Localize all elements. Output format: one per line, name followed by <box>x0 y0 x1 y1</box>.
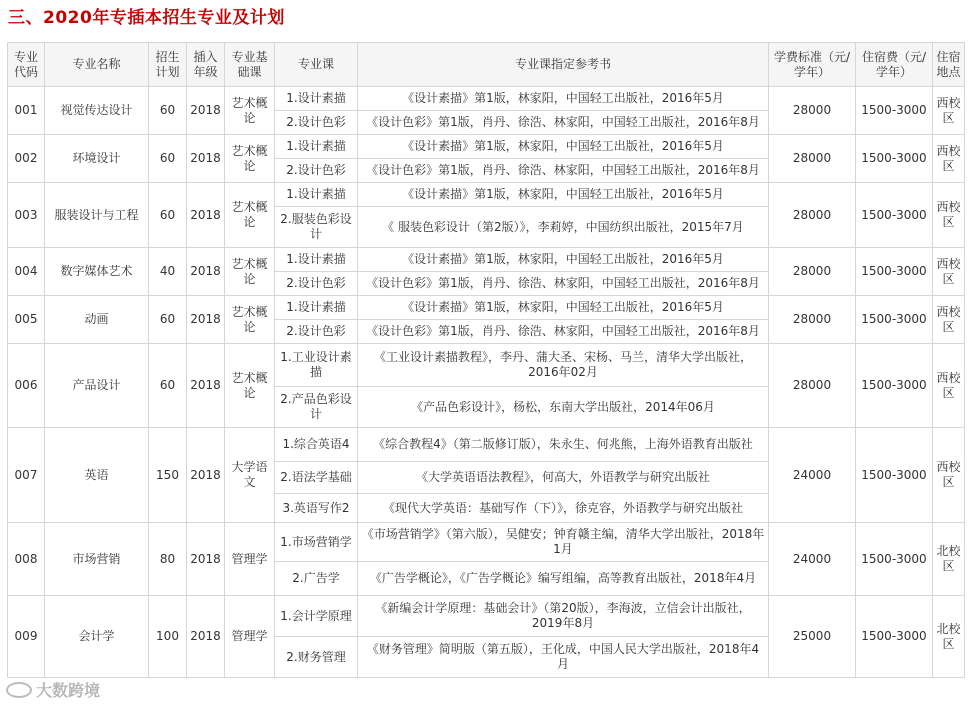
reference-book: 《设计素描》第1版，林家阳，中国轻工出版社，2016年5月 <box>358 135 769 159</box>
course-name: 2.设计色彩 <box>275 272 358 296</box>
reference-book: 《设计素描》第1版，林家阳，中国轻工出版社，2016年5月 <box>358 296 769 320</box>
major-name: 动画 <box>45 296 149 344</box>
course-name: 2.设计色彩 <box>275 320 358 344</box>
campus: 西校区 <box>933 296 965 344</box>
major-name: 视觉传达设计 <box>45 87 149 135</box>
reference-book: 《产品色彩设计》，杨松，东南大学出版社，2014年06月 <box>358 387 769 428</box>
dorm-fee: 1500-3000 <box>856 87 933 135</box>
major-quota: 150 <box>149 428 187 523</box>
header-base: 专业基础课 <box>225 43 275 87</box>
course-name: 2.设计色彩 <box>275 159 358 183</box>
watermark-text: 大数跨境 <box>36 681 101 700</box>
reference-book: 《工业设计素描教程》，李丹、蒲大圣、宋杨、马兰，清华大学出版社，2016年02月 <box>358 344 769 387</box>
campus: 西校区 <box>933 87 965 135</box>
major-name: 服装设计与工程 <box>45 183 149 248</box>
major-quota: 80 <box>149 523 187 596</box>
tuition: 28000 <box>769 248 856 296</box>
dorm-fee: 1500-3000 <box>856 344 933 428</box>
header-name: 专业名称 <box>45 43 149 87</box>
course-name: 1.市场营销学 <box>275 523 358 562</box>
reference-book: 《设计素描》第1版，林家阳，中国轻工出版社，2016年5月 <box>358 248 769 272</box>
watermark <box>6 678 100 701</box>
major-code: 004 <box>8 248 45 296</box>
major-grade: 2018 <box>187 523 225 596</box>
tuition: 24000 <box>769 523 856 596</box>
header-course: 专业课 <box>275 43 358 87</box>
table-row <box>8 296 965 320</box>
dorm-fee: 1500-3000 <box>856 428 933 523</box>
major-name: 环境设计 <box>45 135 149 183</box>
dorm-fee: 1500-3000 <box>856 183 933 248</box>
major-base-course: 艺术概论 <box>225 296 275 344</box>
reference-book: 《 服装色彩设计（第2版）》，李莉婷，中国纺织出版社，2015年7月 <box>358 207 769 248</box>
course-name: 1.设计素描 <box>275 183 358 207</box>
course-name: 1.设计素描 <box>275 87 358 111</box>
tuition: 28000 <box>769 183 856 248</box>
dorm-fee: 1500-3000 <box>856 296 933 344</box>
major-base-course: 管理学 <box>225 523 275 596</box>
table-row <box>8 344 965 387</box>
reference-book: 《设计素描》第1版，林家阳，中国轻工出版社，2016年5月 <box>358 183 769 207</box>
major-grade: 2018 <box>187 248 225 296</box>
reference-book: 《财务管理》简明版（第五版），王化成，中国人民大学出版社，2018年4月 <box>358 637 769 678</box>
tuition: 28000 <box>769 344 856 428</box>
campus: 北校区 <box>933 596 965 678</box>
reference-book: 《大学英语语法教程》，何高大，外语教学与研究出版社 <box>358 462 769 494</box>
major-code: 007 <box>8 428 45 523</box>
table-header-row <box>8 43 965 87</box>
dorm-fee: 1500-3000 <box>856 135 933 183</box>
reference-book: 《设计素描》第1版，林家阳，中国轻工出版社，2016年5月 <box>358 87 769 111</box>
major-quota: 40 <box>149 248 187 296</box>
major-base-course: 艺术概论 <box>225 135 275 183</box>
tuition: 28000 <box>769 87 856 135</box>
reference-book: 《设计色彩》第1版，肖丹、徐浩、林家阳，中国轻工出版社，2016年8月 <box>358 111 769 135</box>
tuition: 25000 <box>769 596 856 678</box>
course-name: 1.设计素描 <box>275 135 358 159</box>
campus: 北校区 <box>933 523 965 596</box>
tuition: 28000 <box>769 296 856 344</box>
major-name: 会计学 <box>45 596 149 678</box>
major-grade: 2018 <box>187 183 225 248</box>
major-code: 008 <box>8 523 45 596</box>
major-grade: 2018 <box>187 135 225 183</box>
major-quota: 60 <box>149 135 187 183</box>
major-grade: 2018 <box>187 296 225 344</box>
table-row <box>8 183 965 207</box>
major-base-course: 艺术概论 <box>225 183 275 248</box>
tuition: 28000 <box>769 135 856 183</box>
table-row <box>8 596 965 637</box>
page-title: 三、2020年专插本招生专业及计划 <box>8 8 285 28</box>
reference-book: 《市场营销学》（第六版），吴健安；钟育赣主编，清华大学出版社，2018年1月 <box>358 523 769 562</box>
dorm-fee: 1500-3000 <box>856 523 933 596</box>
major-quota: 60 <box>149 344 187 428</box>
major-grade: 2018 <box>187 596 225 678</box>
major-quota: 60 <box>149 87 187 135</box>
reference-book: 《新编会计学原理：基础会计》（第20版），李海波，立信会计出版社，2019年8月 <box>358 596 769 637</box>
major-base-course: 管理学 <box>225 596 275 678</box>
reference-book: 《广告学概论》，《广告学概论》编写组编，高等教育出版社，2018年4月 <box>358 562 769 596</box>
campus: 西校区 <box>933 248 965 296</box>
major-grade: 2018 <box>187 87 225 135</box>
major-base-course: 艺术概论 <box>225 248 275 296</box>
course-name: 2.语法学基础 <box>275 462 358 494</box>
header-tuition: 学费标准（元/学年） <box>769 43 856 87</box>
major-code: 009 <box>8 596 45 678</box>
course-name: 1.设计素描 <box>275 248 358 272</box>
major-code: 002 <box>8 135 45 183</box>
header-campus: 住宿地点 <box>933 43 965 87</box>
major-name: 英语 <box>45 428 149 523</box>
major-code: 003 <box>8 183 45 248</box>
course-name: 1.会计学原理 <box>275 596 358 637</box>
course-name: 3.英语写作2 <box>275 494 358 523</box>
course-name: 2.服装色彩设计 <box>275 207 358 248</box>
dorm-fee: 1500-3000 <box>856 596 933 678</box>
campus: 西校区 <box>933 428 965 523</box>
major-quota: 100 <box>149 596 187 678</box>
major-quota: 60 <box>149 296 187 344</box>
major-grade: 2018 <box>187 428 225 523</box>
campus: 西校区 <box>933 135 965 183</box>
major-code: 001 <box>8 87 45 135</box>
course-name: 2.设计色彩 <box>275 111 358 135</box>
major-quota: 60 <box>149 183 187 248</box>
header-books: 专业课指定参考书 <box>358 43 769 87</box>
major-name: 市场营销 <box>45 523 149 596</box>
header-code: 专业代码 <box>8 43 45 87</box>
table-row <box>8 428 965 462</box>
major-base-course: 艺术概论 <box>225 344 275 428</box>
table-row <box>8 248 965 272</box>
watermark-logo-icon <box>6 682 32 698</box>
table-row <box>8 523 965 562</box>
major-code: 005 <box>8 296 45 344</box>
major-base-course: 艺术概论 <box>225 87 275 135</box>
course-name: 2.广告学 <box>275 562 358 596</box>
major-name: 产品设计 <box>45 344 149 428</box>
dorm-fee: 1500-3000 <box>856 248 933 296</box>
major-name: 数字媒体艺术 <box>45 248 149 296</box>
course-name: 1.工业设计素描 <box>275 344 358 387</box>
table-row <box>8 87 965 111</box>
reference-book: 《设计色彩》第1版，肖丹、徐浩、林家阳，中国轻工出版社，2016年8月 <box>358 272 769 296</box>
course-name: 1.设计素描 <box>275 296 358 320</box>
table-row <box>8 135 965 159</box>
course-name: 2.产品色彩设计 <box>275 387 358 428</box>
major-code: 006 <box>8 344 45 428</box>
reference-book: 《设计色彩》第1版，肖丹、徐浩、林家阳，中国轻工出版社，2016年8月 <box>358 159 769 183</box>
tuition: 24000 <box>769 428 856 523</box>
enrollment-plan-table <box>7 42 965 678</box>
campus: 西校区 <box>933 183 965 248</box>
major-base-course: 大学语文 <box>225 428 275 523</box>
major-grade: 2018 <box>187 344 225 428</box>
header-grade: 插入年级 <box>187 43 225 87</box>
course-name: 1.综合英语4 <box>275 428 358 462</box>
reference-book: 《综合教程4》（第二版修订版），朱永生、何兆熊，上海外语教育出版社 <box>358 428 769 462</box>
header-dorm: 住宿费（元/学年） <box>856 43 933 87</box>
header-quota: 招生计划 <box>149 43 187 87</box>
course-name: 2.财务管理 <box>275 637 358 678</box>
campus: 西校区 <box>933 344 965 428</box>
reference-book: 《现代大学英语：基础写作（下）》，徐克容，外语教学与研究出版社 <box>358 494 769 523</box>
reference-book: 《设计色彩》第1版，肖丹、徐浩、林家阳，中国轻工出版社，2016年8月 <box>358 320 769 344</box>
